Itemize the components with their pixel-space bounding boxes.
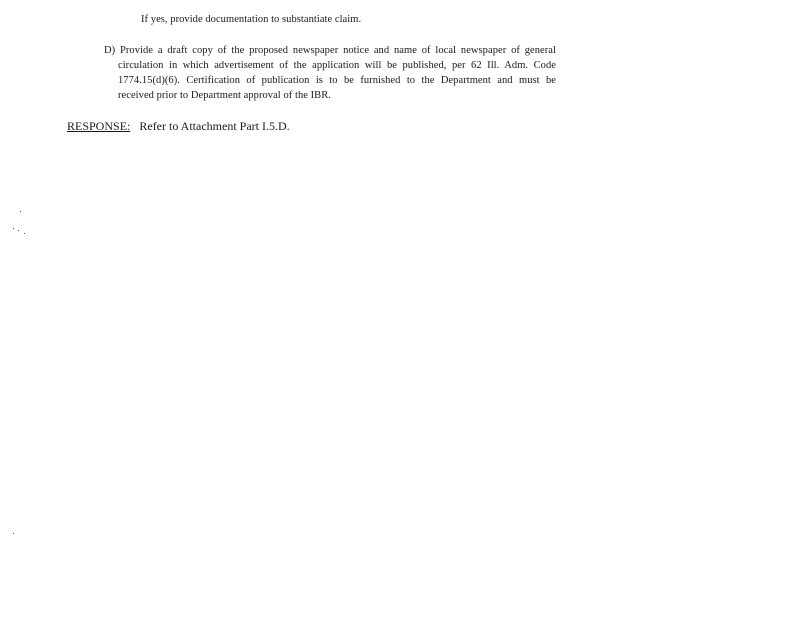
item-d-line-1: Provide a draft copy of the proposed newspaper notice and name of local newspaper of general xyxy=(120,45,556,56)
scan-speck xyxy=(20,211,21,212)
response-row xyxy=(67,118,290,134)
item-d-line-3: 1774.15(d)(6). Certification of publication is to be furnished to the Department and must be xyxy=(118,75,556,86)
scan-speck xyxy=(18,230,19,231)
item-d-line-2: circulation in which advertisement of the application will be published, per 62 Ill. Adm. Code xyxy=(118,60,556,71)
scan-speck xyxy=(13,533,14,534)
scan-speck xyxy=(24,233,25,234)
item-d-marker: D) xyxy=(104,45,116,56)
scan-speck xyxy=(13,228,14,229)
response-label: RESPONSE: xyxy=(67,119,131,133)
response-text: Refer to Attachment Part I.5.D. xyxy=(139,119,290,133)
item-c-continuation-text: If yes, provide documentation to substantiate claim. xyxy=(141,14,362,25)
item-d-line-4: received prior to Department approval of the IBR. xyxy=(118,90,331,101)
